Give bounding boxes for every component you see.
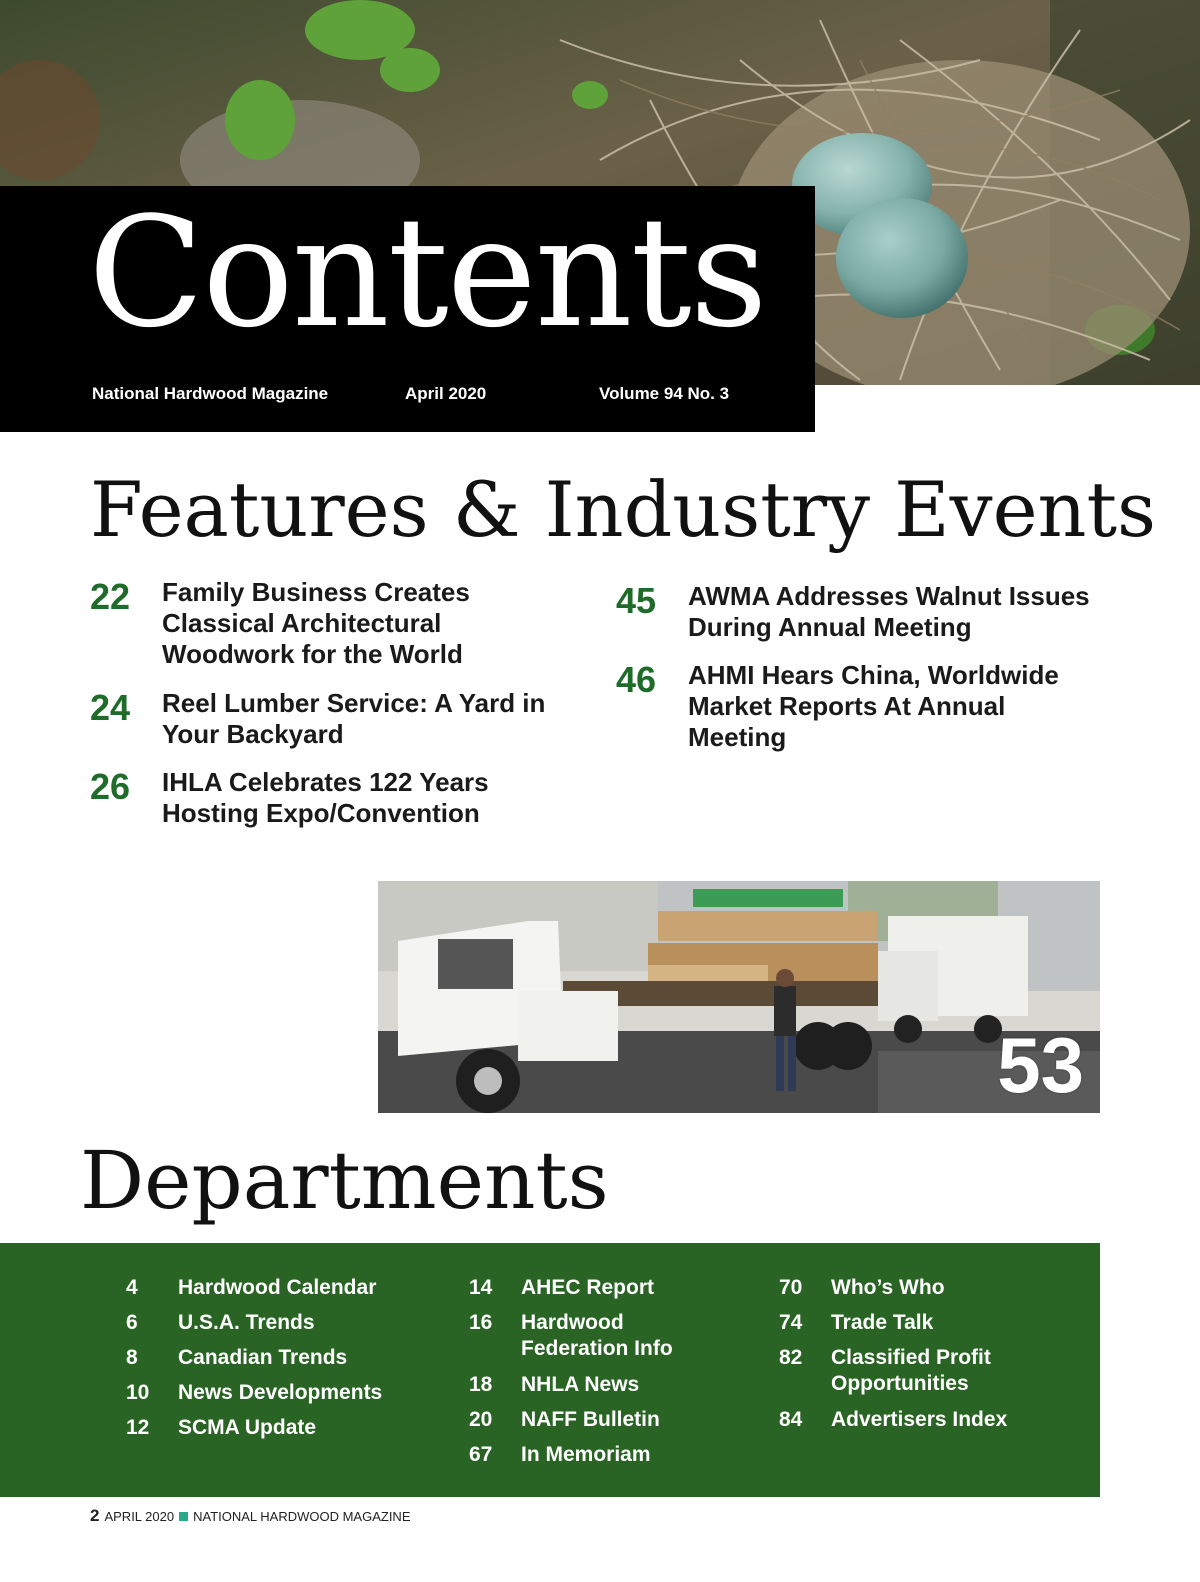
- features-heading: Features & Industry Events: [90, 465, 1157, 554]
- department-title: Hardwood Calendar: [178, 1276, 377, 1299]
- department-page-number: 18: [469, 1373, 493, 1396]
- feature-item[interactable]: [616, 660, 1106, 753]
- department-title: AHEC Report: [521, 1276, 655, 1299]
- photo-page-number: 53: [997, 1021, 1084, 1109]
- department-item[interactable]: [469, 1275, 749, 1310]
- department-title: Advertisers Index: [831, 1408, 1008, 1431]
- issue-date: April 2020: [405, 384, 487, 403]
- department-page-number: 74: [779, 1311, 803, 1334]
- feature-title: IHLA Celebrates 122 Years Hosting Expo/Convention: [162, 767, 489, 828]
- department-page-number: 70: [779, 1276, 803, 1299]
- department-item[interactable]: [126, 1380, 426, 1415]
- departments-heading: Departments: [80, 1134, 609, 1227]
- department-title: NAFF Bulletin: [521, 1408, 660, 1431]
- truck-photo: [378, 881, 1100, 1113]
- department-title: Trade Talk: [831, 1311, 934, 1334]
- feature-page-number: 45: [616, 580, 657, 621]
- department-title: U.S.A. Trends: [178, 1311, 315, 1334]
- feature-title: Reel Lumber Service: A Yard in Your Backyard: [162, 688, 546, 749]
- department-page-number: 67: [469, 1443, 493, 1466]
- department-title: SCMA Update: [178, 1416, 317, 1439]
- department-title: Hardwood Federation Info: [521, 1311, 673, 1360]
- departments-column-1: [126, 1275, 426, 1450]
- department-item[interactable]: [126, 1415, 426, 1450]
- department-item[interactable]: [126, 1345, 426, 1380]
- page-footer: [90, 1506, 411, 1526]
- department-page-number: 16: [469, 1311, 493, 1334]
- feature-item[interactable]: [90, 577, 580, 670]
- department-page-number: 6: [126, 1311, 138, 1334]
- department-page-number: 8: [126, 1346, 138, 1369]
- department-page-number: 14: [469, 1276, 493, 1299]
- department-item[interactable]: [469, 1372, 749, 1407]
- department-title: Who’s Who: [831, 1276, 945, 1299]
- feature-page-number: 26: [90, 766, 131, 807]
- footer-date: APRIL 2020: [104, 1509, 175, 1524]
- department-page-number: 20: [469, 1408, 493, 1431]
- department-page-number: 82: [779, 1346, 803, 1369]
- volume-number: Volume 94 No. 3: [599, 384, 730, 403]
- feature-title: AHMI Hears China, Worldwide Market Reports At Annual Meeting: [688, 660, 1059, 752]
- department-item[interactable]: [779, 1345, 1079, 1407]
- feature-item[interactable]: [90, 688, 580, 750]
- feature-page-number: 46: [616, 659, 657, 700]
- department-item[interactable]: [469, 1442, 749, 1477]
- department-item[interactable]: [779, 1275, 1079, 1310]
- department-item[interactable]: [469, 1407, 749, 1442]
- department-title: In Memoriam: [521, 1443, 651, 1466]
- department-item[interactable]: [779, 1407, 1079, 1442]
- department-item[interactable]: [126, 1310, 426, 1345]
- feature-title: AWMA Addresses Walnut Issues During Annual Meeting: [688, 581, 1090, 642]
- department-title: Classified Profit Opportunities: [831, 1346, 991, 1395]
- footer-page-number: 2: [90, 1506, 100, 1525]
- department-item[interactable]: [126, 1275, 426, 1310]
- department-page-number: 10: [126, 1381, 150, 1404]
- department-title: NHLA News: [521, 1373, 640, 1396]
- departments-column-3: [779, 1275, 1079, 1442]
- feature-page-number: 24: [90, 687, 131, 728]
- department-title: News Developments: [178, 1381, 383, 1404]
- feature-title: Family Business Creates Classical Architectural Woodwork for the World: [162, 577, 470, 669]
- page-title: Contents: [88, 184, 766, 361]
- footer-magazine: NATIONAL HARDWOOD MAGAZINE: [193, 1509, 411, 1524]
- feature-item[interactable]: [90, 767, 580, 829]
- departments-column-2: [469, 1275, 749, 1477]
- magazine-name: National Hardwood Magazine: [92, 384, 329, 403]
- feature-item[interactable]: [616, 581, 1106, 643]
- square-icon: [179, 1512, 188, 1521]
- department-title: Canadian Trends: [178, 1346, 348, 1369]
- department-page-number: 84: [779, 1408, 803, 1431]
- feature-page-number: 22: [90, 576, 131, 617]
- department-page-number: 4: [126, 1276, 138, 1299]
- department-item[interactable]: [779, 1310, 1079, 1345]
- department-item[interactable]: [469, 1310, 749, 1372]
- department-page-number: 12: [126, 1416, 150, 1439]
